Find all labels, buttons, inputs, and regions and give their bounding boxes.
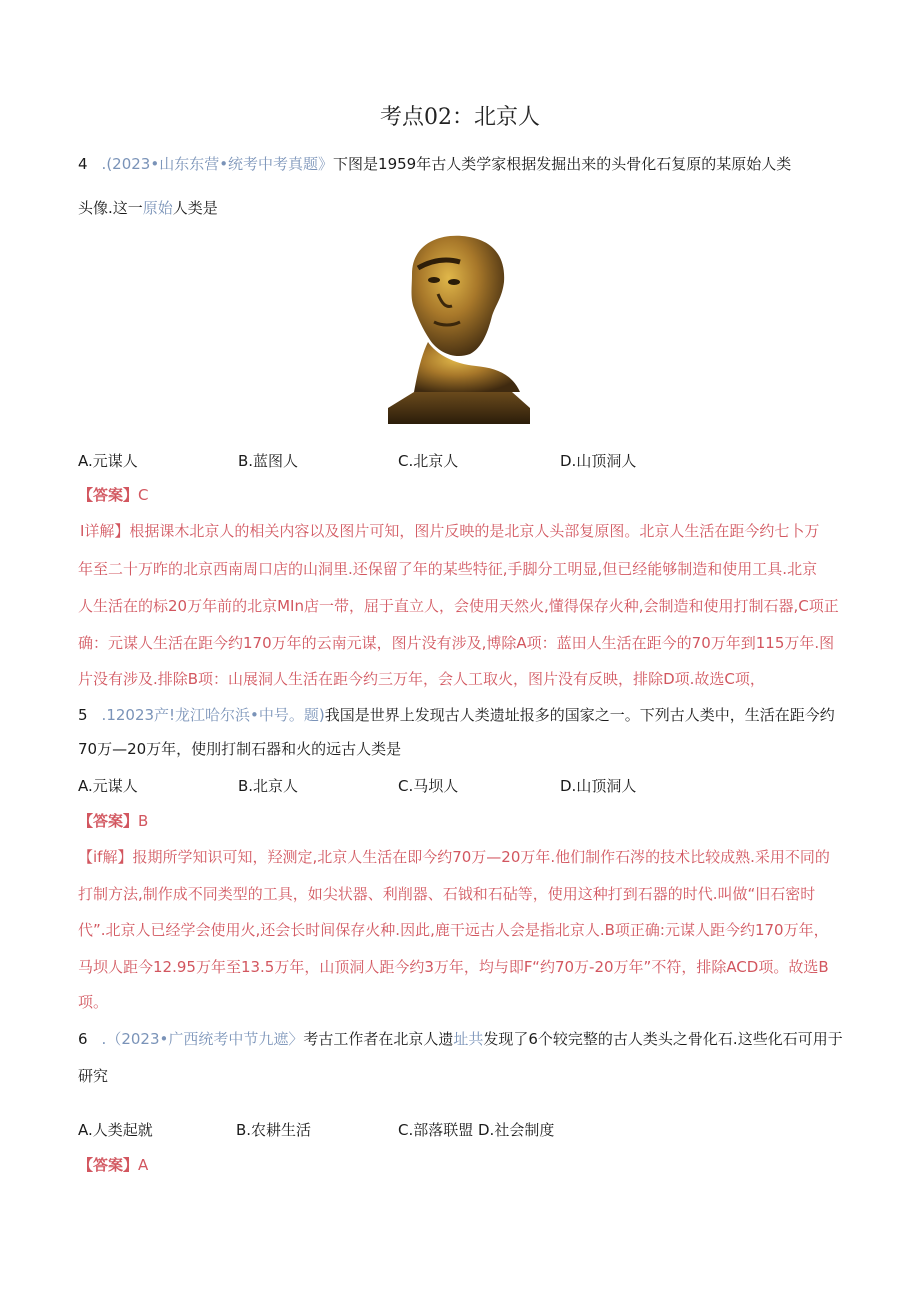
q5-option-b: B.北京人 bbox=[238, 777, 299, 795]
bust-image bbox=[384, 232, 532, 426]
q5-stem-text1: 我国是世界上发现古人类遗址报多的国家之一。下列古人类中，生活在距今约 bbox=[324, 706, 835, 724]
q6-stem-line1 bbox=[78, 1029, 843, 1049]
q6-option-a: A.人类起就 bbox=[78, 1121, 153, 1139]
q4-stem-text1: 下图是1959年古人类学家根据发掘出来的头骨化石复原的某原始人类 bbox=[333, 155, 792, 173]
q4-source: .(2023•山东东营•统考中考真题》 bbox=[101, 155, 334, 173]
q4-explanation-line: 人生活在的标20万年前的北京MIn店一带，屈于直立人，会使用天然火,懂得保存火种,会制造和使用打制石器,C项正 bbox=[78, 597, 839, 615]
q4-explanation-line: I详解】根据课木北京人的相关内容以及图片可知，图片反映的是北京人头部复原图。北京人生活在距今约七卜万 bbox=[80, 522, 820, 540]
q4-answer bbox=[78, 485, 149, 505]
page-title: 考点02：北京人 bbox=[380, 105, 540, 130]
q4-answer-label: 【答案】 bbox=[78, 486, 139, 504]
q6-option-d: D.社会制度 bbox=[478, 1121, 555, 1139]
q4-option-d: D.山顶洞人 bbox=[560, 452, 637, 470]
q4-stem-text2a: 头像.这一 bbox=[78, 199, 143, 217]
q6-stem-text1c: 发现了6个较完整的古人类头之骨化石.这些化石可用于 bbox=[483, 1030, 843, 1048]
q6-stem-line2: 研究 bbox=[78, 1067, 109, 1085]
q4-answer-value: C bbox=[138, 486, 149, 504]
q5-stem-line1 bbox=[78, 705, 835, 725]
q4-explanation-line: 确：元谋人生活在距今约170万年的云南元谋，图片没有涉及,博除A项：蓝田人生活在距今的70万年到115万年.图 bbox=[78, 634, 835, 652]
q4-stem-text2b: 原始 bbox=[142, 199, 173, 217]
q5-explanation-line: 代”.北京人已经学会使用火,还会长时间保存火种.因此,鹿干远古人会是指北京人.B项正确:元谋人距今约170万年， bbox=[78, 921, 829, 939]
q5-option-d: D.山顶洞人 bbox=[560, 777, 637, 795]
q6-answer-value: A bbox=[138, 1156, 149, 1174]
q5-source: .12023产!龙江哈尔浜•中号。题) bbox=[101, 706, 325, 724]
q6-source: .（2023•广西统考中节九遮〉 bbox=[101, 1030, 304, 1048]
q5-explanation-line: 打制方法,制作成不同类型的工具，如尖状器、利削器、石钺和石砧等，使用这种打到石器的时代.叫做“旧石密时 bbox=[78, 885, 816, 903]
q4-number: 4 bbox=[78, 155, 88, 173]
q4-stem-line1 bbox=[78, 154, 791, 174]
q4-stem-line2 bbox=[78, 198, 218, 218]
q5-option-c: C.马坝人 bbox=[398, 777, 459, 795]
q5-answer-label: 【答案】 bbox=[78, 812, 139, 830]
q6-stem-text1b: 址共 bbox=[453, 1030, 484, 1048]
q5-explanation-line: 马坝人距今12.95万年至13.5万年，山顶洞人距今约3万年，均与即F“约70万-20万年”不符，排除ACD项。故选B bbox=[78, 958, 829, 976]
q5-explanation-line: 【if解】报期所学知识可知，羟测定,北京人生活在即今约70万—20万年.他们制作石涔的技术比较成熟.采用不同的 bbox=[78, 848, 830, 866]
q6-stem-text1a: 考古工作者在北京人遗 bbox=[303, 1030, 454, 1048]
q4-explanation-line: 年至二十万昨的北京西南周口店的山洞里.还保留了年的某些特征,手脚分工明显,但已经能够制造和使用工具.北京 bbox=[78, 560, 818, 578]
q4-stem-text2c: 人类是 bbox=[172, 199, 218, 217]
q6-option-c: C.部落联盟 bbox=[398, 1121, 474, 1139]
q5-explanation-line: 项。 bbox=[78, 993, 109, 1011]
q6-answer-label: 【答案】 bbox=[78, 1156, 139, 1174]
q5-answer bbox=[78, 811, 148, 831]
q5-option-a: A.元谋人 bbox=[78, 777, 138, 795]
q4-option-c: C.北京人 bbox=[398, 452, 459, 470]
q6-number: 6 bbox=[78, 1030, 88, 1048]
q4-explanation-line: 片没有涉及.排除B项：山展洞人生活在距今约三万年，会人工取火，图片没有反映，排除D项.故选C项， bbox=[78, 670, 765, 688]
q4-option-b: B.蓝图人 bbox=[238, 452, 299, 470]
q5-answer-value: B bbox=[138, 812, 149, 830]
q4-option-a: A.元谋人 bbox=[78, 452, 138, 470]
q6-option-b: B.农耕生活 bbox=[236, 1121, 312, 1139]
q5-stem-line2: 70万—20万年，使刖打制石器和火的远古人类是 bbox=[78, 740, 402, 758]
q5-number: 5 bbox=[78, 706, 88, 724]
q6-answer bbox=[78, 1155, 148, 1175]
